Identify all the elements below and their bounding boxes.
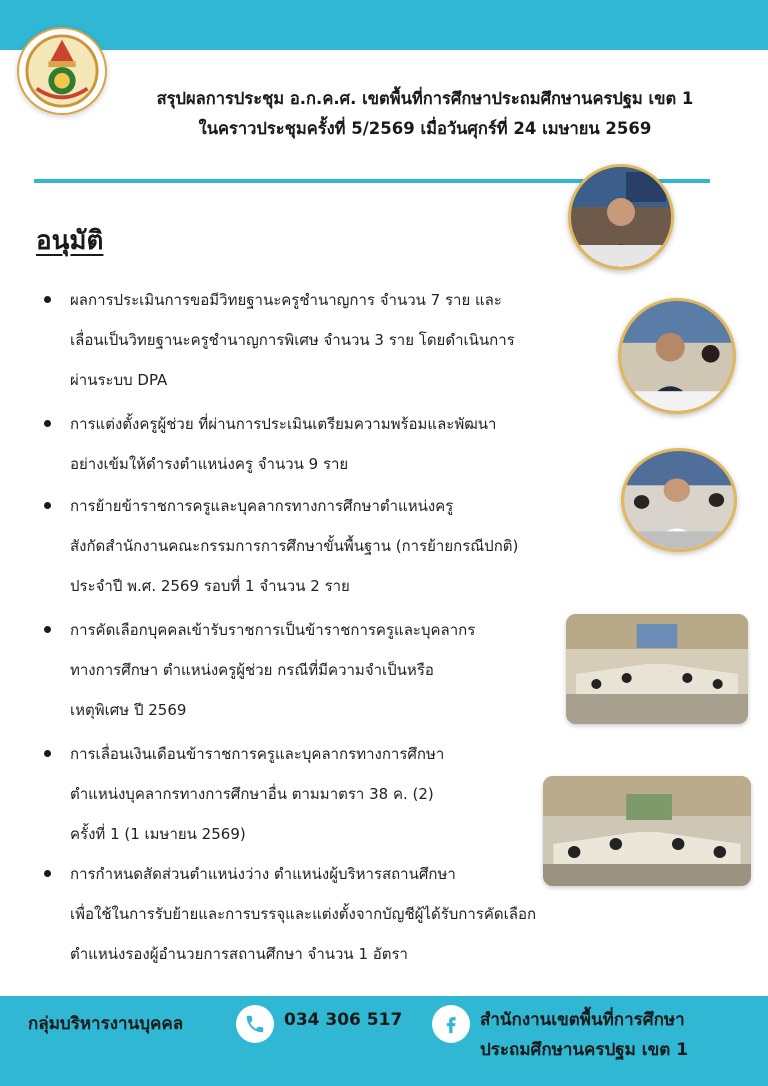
item-line: ผ่านระบบ DPA xyxy=(70,371,168,389)
bullet-icon xyxy=(44,420,51,427)
item-line: ตำแหน่งบุคลากรทางการศึกษาอื่น ตามมาตรา 38 ค. (2) xyxy=(70,785,434,803)
item-line: การแต่งตั้งครูผู้ช่วย ที่ผ่านการประเมินเตรียมความพร้อมและพัฒนา xyxy=(70,415,497,433)
bullet-icon xyxy=(44,502,51,509)
item-line: การคัดเลือกบุคคลเข้ารับราชการเป็นข้าราชการครูและบุคลากร xyxy=(70,621,476,639)
facebook-icon[interactable] xyxy=(432,1005,470,1043)
title-line-1: สรุปผลการประชุม อ.ก.ค.ศ. เขตพื้นที่การศึกษาประถมศึกษานครปฐม เขต 1 xyxy=(156,89,694,108)
item-line: เลื่อนเป็นวิทยฐานะครูชำนาญการพิเศษ จำนวน 3 ราย โดยดำเนินการ xyxy=(70,331,515,349)
meeting-photo-2 xyxy=(618,298,736,414)
bullet-icon xyxy=(44,870,51,877)
item-line: ครั้งที่ 1 (1 เมษายน 2569) xyxy=(70,825,246,843)
bullet-icon xyxy=(44,750,51,757)
phone-icon xyxy=(236,1005,274,1043)
item-line: เหตุพิเศษ ปี 2569 xyxy=(70,701,187,719)
footer-office-line-1: สำนักงานเขตพื้นที่การศึกษา xyxy=(480,1010,685,1030)
footer-group: กลุ่มบริหารงานบุคคล xyxy=(28,1014,184,1034)
item-line: การย้ายข้าราชการครูและบุคลากรทางการศึกษาตำแหน่งครู xyxy=(70,497,454,515)
meeting-photo-5 xyxy=(543,776,751,886)
title-line-2: ในคราวประชุมครั้งที่ 5/2569 เมื่อวันศุกร์ที่ 24 เมษายน 2569 xyxy=(198,119,652,138)
meeting-photo-3 xyxy=(621,448,737,552)
item-line: อย่างเข้มให้ดำรงตำแหน่งครู จำนวน 9 ราย xyxy=(70,455,349,473)
top-band xyxy=(0,0,768,50)
meeting-photo-4 xyxy=(566,614,748,724)
item-line: ผลการประเมินการขอมีวิทยฐานะครูชำนาญการ จำนวน 7 ราย และ xyxy=(70,291,502,309)
item-line: เพื่อใช้ในการรับย้ายและการบรรจุและแต่งตั้งจากบัญชีผู้ได้รับการคัดเลือก xyxy=(70,905,537,923)
footer-office-line-2: ประถมศึกษานครปฐม เขต 1 xyxy=(480,1040,689,1060)
bullet-icon xyxy=(44,626,51,633)
item-line: ประจำปี พ.ศ. 2569 รอบที่ 1 จำนวน 2 ราย xyxy=(70,577,350,595)
item-line: ทางการศึกษา ตำแหน่งครูผู้ช่วย กรณีที่มีความจำเป็นหรือ xyxy=(70,661,434,679)
item-line: การเลื่อนเงินเดือนข้าราชการครูและบุคลากรทางการศึกษา xyxy=(70,745,445,763)
item-line: ตำแหน่งรองผู้อำนวยการสถานศึกษา จำนวน 1 อัตรา xyxy=(70,945,408,963)
item-line: การกำหนดสัดส่วนตำแหน่งว่าง ตำแหน่งผู้บริหารสถานศึกษา xyxy=(70,865,456,883)
meeting-photo-1 xyxy=(568,164,674,270)
footer-bar xyxy=(0,996,768,1086)
emblem-logo-icon xyxy=(17,27,107,115)
bullet-icon xyxy=(44,296,51,303)
item-line: สังกัดสำนักงานคณะกรรมการการศึกษาขั้นพื้นฐาน (การย้ายกรณีปกติ) xyxy=(70,537,519,555)
footer-phone[interactable]: 034 306 517 xyxy=(284,1010,403,1030)
section-heading: อนุมัติ xyxy=(36,226,104,256)
